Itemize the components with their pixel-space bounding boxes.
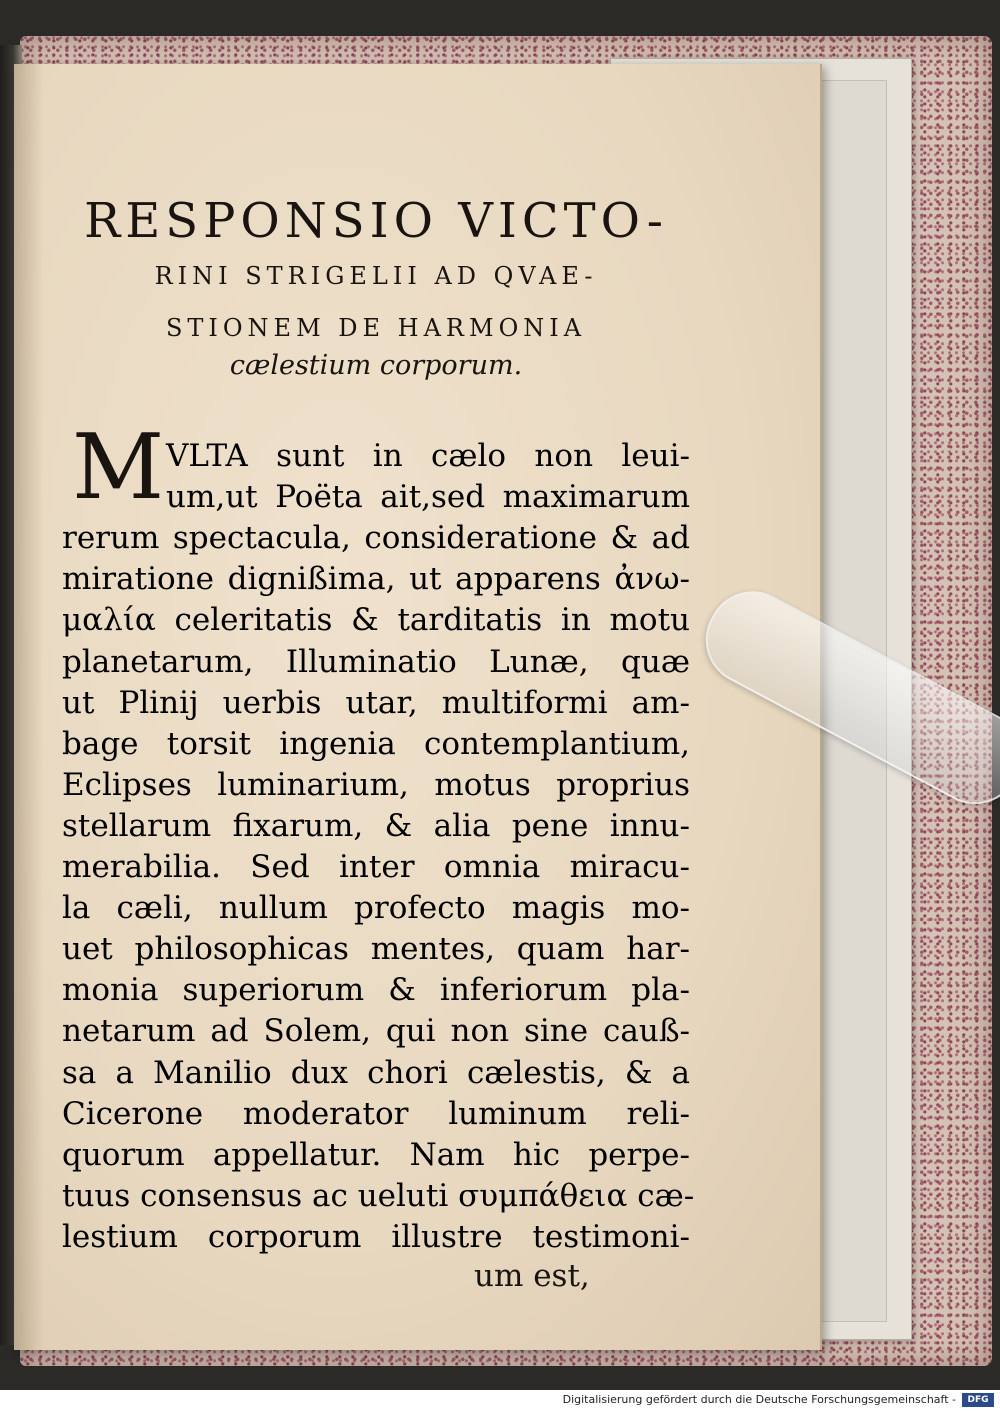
body-line: quorum appellatur. Nam hic perpe-	[62, 1136, 690, 1173]
body-line: planetarum, Illuminatio Lunæ, quæ	[62, 643, 690, 680]
dfg-logo: DFG	[962, 1393, 994, 1407]
body-line: la cæli, nullum profecto magis mo-	[62, 890, 690, 927]
body-line: VLTA sunt in cælo non leui-	[166, 438, 690, 474]
footer-credit: Digitalisierung gefördert durch die Deutsche Forschungsgemeinschaft -	[562, 1393, 956, 1406]
body-line: bage torsit ingenia contemplantium,	[62, 725, 690, 762]
body-line: netarum ad Solem, qui non sine cauß-	[62, 1013, 690, 1050]
body-line: ut Plinij uerbis utar, multiformi am-	[62, 684, 690, 721]
body-line: μαλία celeritatis & tarditatis in motu	[62, 602, 690, 639]
body-line: lestium corporum illustre testimoni-	[62, 1218, 690, 1255]
footer-bar	[0, 1390, 1000, 1411]
page-title: RESPONSIO VICTO-	[84, 193, 668, 249]
subtitle-line: RINI STRIGELII AD QVAE-	[154, 262, 598, 290]
body-line: miratione dignißima, ut apparens ἀνω-	[62, 561, 690, 598]
body-line: Cicerone moderator luminum reli-	[62, 1095, 690, 1132]
body-line: monia superiorum & inferiorum pla-	[62, 972, 690, 1009]
body-line: sa a Manilio dux chori cælestis, & a	[62, 1054, 690, 1091]
body-line: merabilia. Sed inter omnia miracu-	[62, 849, 690, 885]
catchword: um est,	[474, 1258, 590, 1294]
body-line: rerum spectacula, consideratione & ad	[62, 520, 690, 557]
body-line: uet philosophicas mentes, quam har-	[62, 931, 690, 968]
subtitle-line: cælestium corporum.	[229, 350, 523, 381]
subtitle-line: STIONEM DE HARMONIA	[165, 314, 587, 342]
body-line: um,ut Poëta ait,sed maximarum	[166, 479, 690, 516]
drop-capital: M	[72, 415, 165, 520]
body-line: tuus consensus ac ueluti συμπάθεια cæ-	[62, 1177, 695, 1214]
printed-page	[14, 64, 822, 1350]
body-line: Eclipses luminarium, motus proprius	[62, 766, 690, 803]
body-line: stellarum fixarum, & alia pene innu-	[62, 807, 690, 844]
